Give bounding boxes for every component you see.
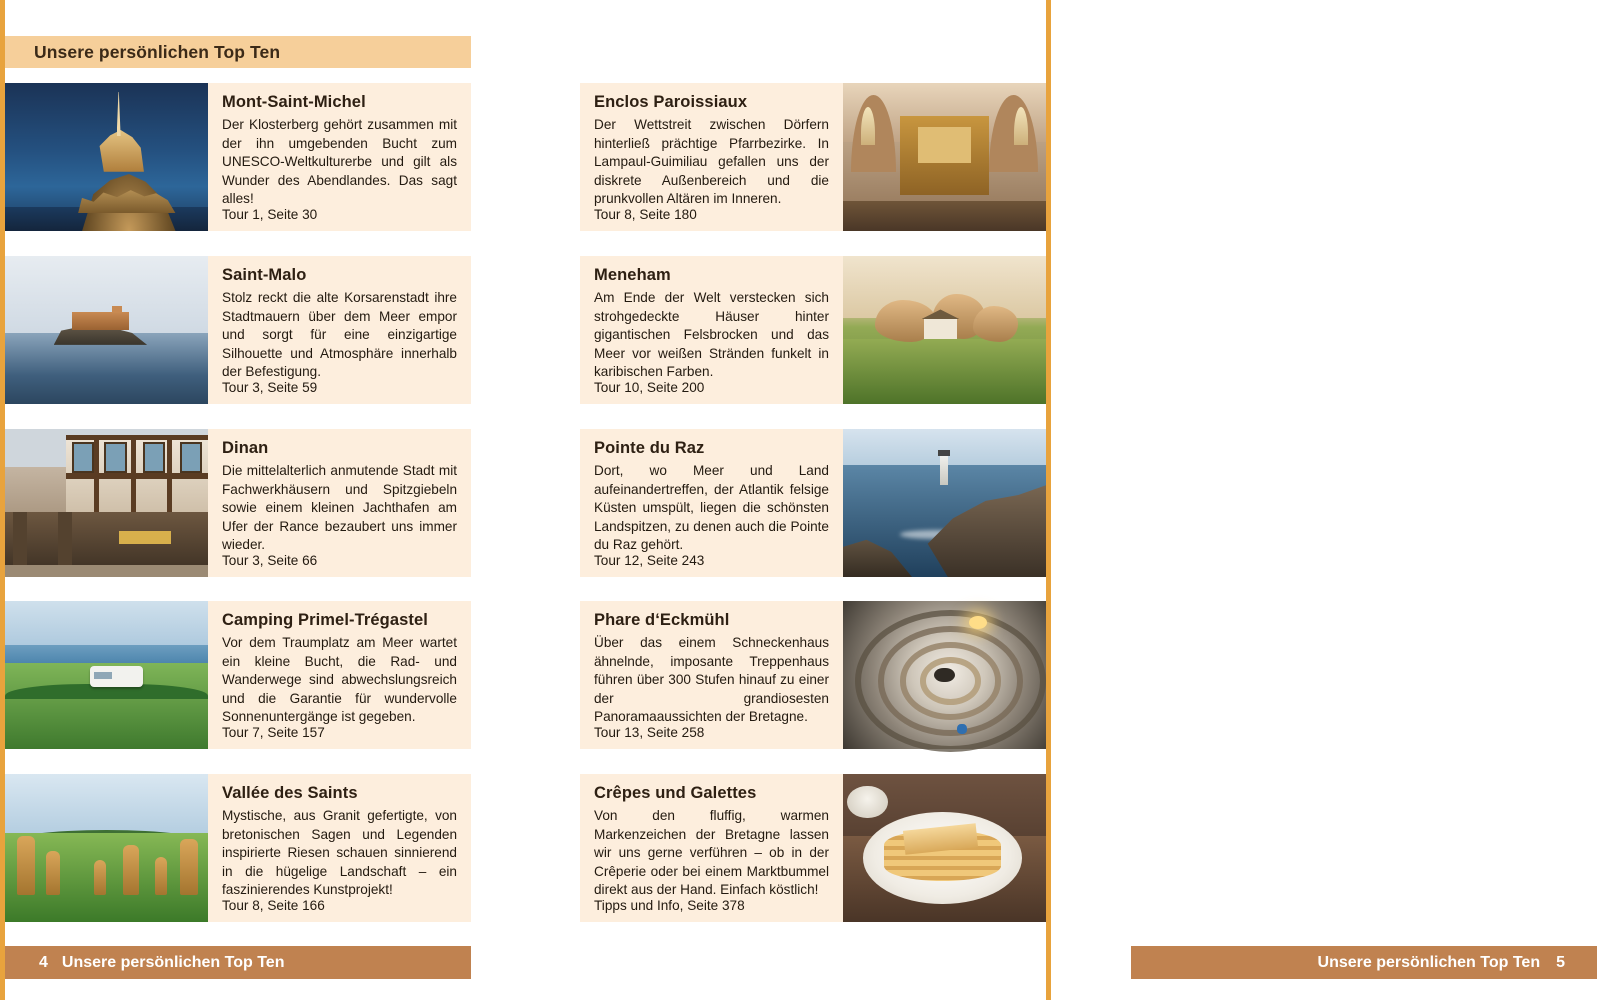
entry-reference: Tipps und Info, Seite 378 [594, 898, 745, 913]
left-page-footer [5, 946, 471, 979]
list-item[interactable] [5, 83, 471, 231]
crepes-und-galettes-photo [843, 774, 1046, 922]
entry-reference: Tour 7, Seite 157 [222, 725, 325, 740]
entry-text [208, 83, 471, 231]
mont-saint-michel-photo [5, 83, 208, 231]
list-item[interactable] [5, 774, 471, 922]
entry-title: Saint-Malo [222, 266, 307, 284]
entry-description: Stolz reckt die alte Korsarenstadt ihre Stadtmauern über dem Meer empor und sorgt für eine einzigartige Silhouette und Atmosphäre innerhalb der Befestigung. [222, 290, 457, 380]
list-item[interactable] [580, 429, 1046, 577]
saint-malo-photo [5, 256, 208, 404]
page-header-banner [5, 36, 471, 68]
entry-text [208, 429, 471, 577]
entry-description: Mystische, aus Granit gefertigte, von bretonischen Sagen und Legenden inspirierte Riesen schauen sinnierend in die hügelige Landschaft – ein faszinierendes Kunstprojekt! [222, 808, 457, 898]
entry-text [208, 601, 471, 749]
entry-reference: Tour 1, Seite 30 [222, 207, 318, 222]
list-item[interactable] [580, 83, 1046, 231]
list-item[interactable] [580, 256, 1046, 404]
entry-reference: Tour 10, Seite 200 [594, 380, 705, 395]
entry-text [580, 256, 843, 404]
entry-text [580, 83, 843, 231]
entry-title: Crêpes und Galettes [594, 784, 757, 802]
entry-description: Von den fluffig, warmen Markenzeichen der Bretagne lassen wir uns gerne verführen – ob in der Crêperie oder bei einem Marktbummel direkt aus der Hand. Einfach köstlich! [594, 808, 829, 898]
entry-title: Pointe du Raz [594, 439, 705, 457]
entry-text [580, 429, 843, 577]
page-number-left: 4 [39, 953, 48, 971]
entry-title: Camping Primel-Trégastel [222, 611, 428, 629]
list-item[interactable] [5, 429, 471, 577]
right-page [551, 0, 1565, 1000]
entry-title: Enclos Paroissiaux [594, 93, 748, 111]
footer-title-left: Unsere persönlichen Top Ten [61, 953, 285, 971]
entry-description: Vor dem Traumplatz am Meer wartet ein kleine Bucht, die Rad- und Wanderwege sind abwechslungsreich und die Garantie für wundervolle Sonnenuntergänge ist gegeben. [222, 635, 457, 725]
entry-text [580, 774, 843, 922]
entry-description: Am Ende der Welt verstecken sich strohgedeckte Häuser hinter gigantischen Felsbrocken und das Meer vor weißen Stränden funkelt in karibischen Farben. [594, 290, 829, 380]
entry-reference: Tour 8, Seite 166 [222, 898, 325, 913]
entry-reference: Tour 13, Seite 258 [594, 725, 705, 740]
entry-title: Vallée des Saints [222, 784, 358, 802]
right-page-footer [1131, 946, 1597, 979]
pointe-du-raz-photo [843, 429, 1046, 577]
list-item[interactable] [5, 256, 471, 404]
enclos-paroissiaux-photo [843, 83, 1046, 231]
entry-description: Der Klosterberg gehört zusammen mit der ihn umgebenden Bucht zum UNESCO-Weltkulturerbe und gilt als Wunder des Abendlandes. Das sagt alles! [222, 117, 457, 207]
entry-title: Dinan [222, 439, 269, 457]
entry-text [580, 601, 843, 749]
list-item[interactable] [580, 601, 1046, 749]
camping-primel-tregastel-photo [5, 601, 208, 749]
phare-deckmuehl-photo [843, 601, 1046, 749]
meneham-photo [843, 256, 1046, 404]
entry-description: Die mittelalterlich anmutende Stadt mit Fachwerkhäusern und Spitzgiebeln sowie einem kleinen Jachthafen am Ufer der Rance bezaubert uns immer wieder. [222, 463, 457, 553]
list-item[interactable] [580, 774, 1046, 922]
entry-title: Mont-Saint-Michel [222, 93, 366, 111]
entry-description: Der Wettstreit zwischen Dörfern hinterließ prächtige Pfarrbezirke. In Lampaul-Guimiliau gefallen uns der diskrete Außenbereich und die prunkvollen Altären im Inneren. [594, 117, 829, 207]
entry-reference: Tour 3, Seite 59 [222, 380, 318, 395]
entry-description: Über das einem Schneckenhaus ähnelnde, imposante Treppenhaus führen über 300 Stufen hinauf zu einer der grandiosesten Panoramaaussichten der Bretagne. [594, 635, 829, 725]
entry-description: Dort, wo Meer und Land aufeinandertreffen, der Atlantik felsige Küsten umspült, liegen die schönsten Landspitzen, zu denen auch die Pointe du Raz gehört. [594, 463, 829, 553]
vallee-des-saints-photo [5, 774, 208, 922]
entry-title: Meneham [594, 266, 671, 284]
entry-reference: Tour 8, Seite 180 [594, 207, 697, 222]
page-number-right: 5 [1556, 953, 1565, 971]
entry-text [208, 774, 471, 922]
entry-text [208, 256, 471, 404]
left-page [0, 0, 500, 1000]
page-title: Unsere persönlichen Top Ten [34, 41, 281, 62]
footer-title-right: Unsere persönlichen Top Ten [1317, 953, 1541, 971]
entry-title: Phare d‘Eckmühl [594, 611, 730, 629]
list-item[interactable] [5, 601, 471, 749]
entry-reference: Tour 12, Seite 243 [594, 553, 705, 568]
dinan-photo [5, 429, 208, 577]
entry-reference: Tour 3, Seite 66 [222, 553, 318, 568]
